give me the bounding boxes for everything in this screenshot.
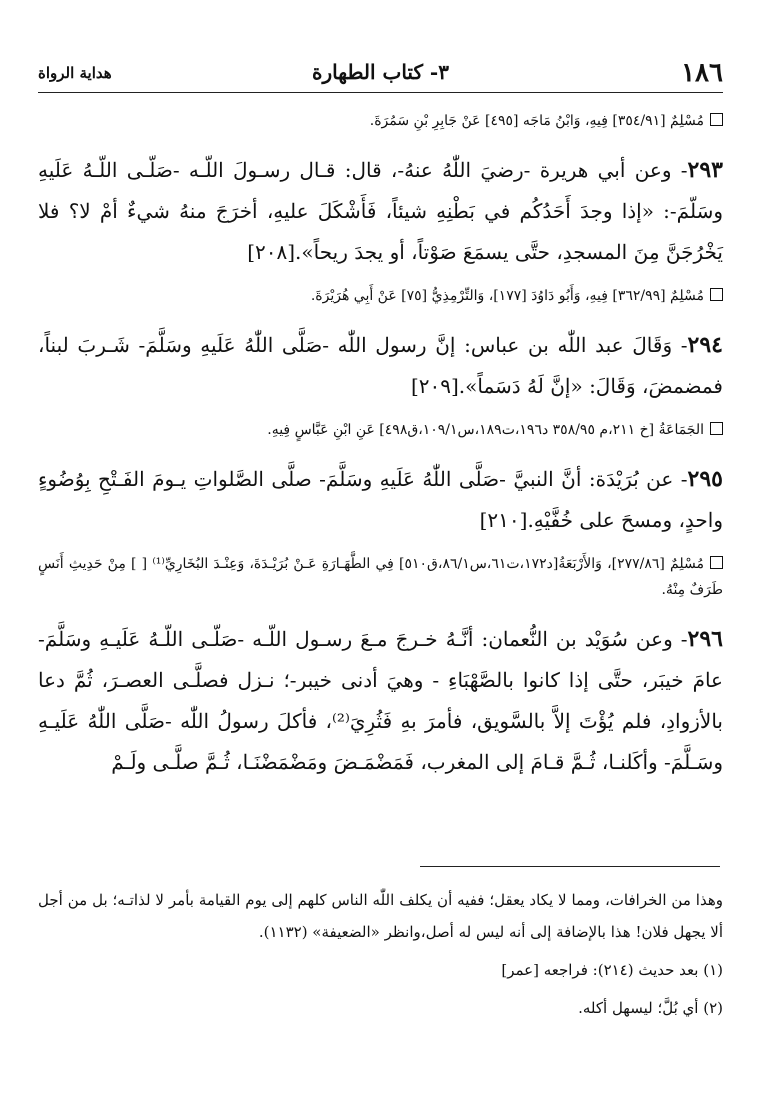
reference-text: مُسْلِمٌ [٣٦٢/٩٩] فِيهِ، وَأَبُو دَاوُدَ [١٧٧]، وَالتِّرْمِذِيُّ [٧٥] عَنْ أَبِي هُرَيْرَةَ.: [310, 288, 704, 304]
hadith-number: ٢٩٥: [687, 466, 723, 492]
reference-line: [38, 283, 723, 309]
reference-line: [38, 417, 723, 443]
reference-line: [38, 108, 723, 134]
hadith-entry: [38, 325, 723, 407]
page-header: [38, 52, 723, 93]
checkbox-square-icon: [710, 422, 723, 435]
chapter-title: ٣- كتاب الطهارة: [312, 60, 449, 84]
footnote-divider: [420, 866, 720, 867]
footnote-1: (١) بعد حديث (٢١٤): فراجعه [عمر]: [501, 961, 723, 979]
hadith-text: - وعن أبي هريرة -رضيَ اللّٰهُ عنهُ-، قال: قـال رسـولَ اللّـه -صَلّـى اللّـهُ عَلَيهِ وسَلّمَ-: «إذا وجدَ أَحَدُكُم في بَطْنِهِ شيئاً، فَأَشْكَلَ عليهِ، أخرَجَ منهُ شيءٌ أمْ لا؟ فلا يَخْرُجَنَّ مِنَ المسجدِ، حتَّى يسمَعَ صَوْتاً، أو يجدَ ريحاً».[٢٠٨]: [38, 158, 723, 264]
page-body: [38, 108, 723, 793]
footnote-2: (٢) أي بُلَّ؛ ليسهل أكله.: [578, 999, 723, 1017]
hadith-number: ٢٩٦: [687, 626, 723, 652]
hadith-entry: [38, 150, 723, 273]
hadith-text: - وَقَالَ عبد اللّٰه بن عباس: إنَّ رسول اللّٰه -صَلَّى اللّٰهُ عَلَيهِ وسَلَّمَ- شَـربَ لبناً، فمضمضَ، وَقَالَ: «إنَّ لَهُ دَسَماً».[٢٠٩]: [38, 333, 723, 398]
hadith-text: - عن بُرَيْدَة: أنَّ النبيَّ -صَلَّى اللّٰهُ عَلَيهِ وسَلَّمَ- صلَّى الصَّلواتِ يـومَ الفَـتْحِ بِوُضُوءٍ واحدٍ، ومسحَ على خُفَّيْهِ.[٢١٠]: [38, 467, 723, 532]
hadith-entry: [38, 459, 723, 541]
hadith-number: ٢٩٤: [687, 332, 723, 358]
reference-text: الجَمَاعَةُ [خ ٢١١،م ٣٥٨/٩٥ د١٩٦،ت١٨٩،س١٠٩/١،ق٤٩٨] عَنِ ابْنِ عَبَّاسٍ فِيهِ.: [267, 422, 704, 438]
book-title: هداية الرواة: [38, 64, 112, 82]
reference-line: [38, 551, 723, 603]
reference-text: مُسْلِمٌ [٢٧٧/٨٦]، وَالأَرْبَعَةُ[د١٧٢،ت٦١،س٨٦/١،ق٥١٠] فِي الطَّهَـارَةِ عَـنْ بُرَيْـدَةَ، وَعِنْـدَ البُخَارِيِّ⁽¹⁾ [ ] مِنْ حَدِيثِ أَنَسٍ طَرَفٌ مِنْهُ.: [38, 556, 723, 598]
checkbox-square-icon: [710, 113, 723, 126]
footnotes: [38, 884, 723, 1024]
hadith-number: ٢٩٣: [687, 157, 723, 183]
footnote-continuation: وهذا من الخرافات، ومما لا يكاد يعقل؛ ففيه أن يكلف اللّٰه الناس كلهم إلى يوم القيامة بأمر لا لذاتـه؛ بل من أجل ألا يجهل فلان! هذا بالإضافة إلى أنه ليس له أصل،وانظر «الضعيفة» (١١٣٢).: [38, 891, 723, 941]
page-number: ١٨٦: [681, 58, 723, 88]
reference-text: مُسْلِمٌ [٣٥٤/٩١] فِيهِ، وَابْنُ مَاجَه [٤٩٥] عَنْ جَابِرِ بْنِ سَمُرَةَ.: [369, 113, 704, 129]
checkbox-square-icon: [710, 288, 723, 301]
hadith-entry: [38, 619, 723, 783]
hadith-text: - وعن سُوَيْد بن النُّعمان: أنَّـهُ خـرجَ مـعَ رسـول اللّـه -صَلّـى اللّـهُ عَلَيـهِ وسَلَّمَ- عامَ خيبَر، حتَّى إذا كانوا بالصَّهْبَاءِ - وهيَ أدنى خيبر-؛ نـزل فصلَّـى العصـرَ، ثُمَّ دعا بالأزوادِ، فلم يُؤْتَ إلاَّ بالسَّويق، فأمرَ بهِ فَثُرِيَ⁽²⁾، فأكلَ رسولُ اللّٰه -صَلَّى اللّٰهُ عَلَيـهِ وسَـلَّمَ- وأكَلنـا، ثُـمَّ قـامَ إلى المغرب، فَمَضْمَـضَ ومَضْمَضْنَـا، ثُـمَّ صلَّـى ولَـمْ: [38, 627, 723, 774]
checkbox-square-icon: [710, 556, 723, 569]
